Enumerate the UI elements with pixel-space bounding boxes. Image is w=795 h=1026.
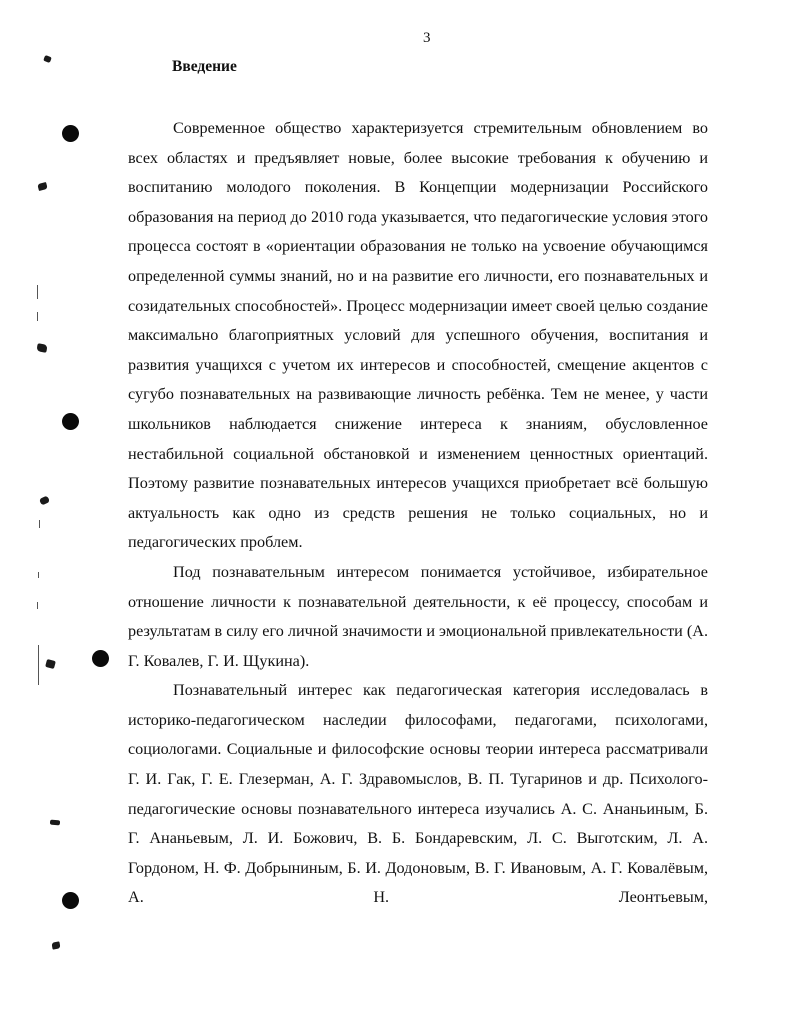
- paragraph-research: Познавательный интерес как педагогическая категория исследовалась в историко-педагогическом наследии философами, педагогами, психологами, социологами. Социальные и философские основы теории интереса рассматривали Г. И. Гак, Г. Е. Глезерман, А. Г. Здравомыслов, В. П. Тугаринов и др. Психолого-педагогические основы познавательного интереса изучались А. С. Ананьиным, Б. Г. Ананьевым, Л. И. Божович, В. Б. Бондаревским, Л. С. Выготским, Л. А. Гордоном, Н. Ф. Добрыниным, Б. И. Додоновым, В. Г. Ивановым, А. Г. Ковалёвым, А. Н. Леонтьевым,: [128, 681, 708, 907]
- scan-mark: [38, 645, 39, 685]
- page-number: 3: [423, 30, 431, 46]
- scan-mark: [39, 520, 40, 528]
- punch-hole: [92, 650, 109, 667]
- scan-mark: [37, 602, 38, 609]
- punch-hole: [62, 125, 79, 142]
- paragraph-definition: Под познавательным интересом понимается устойчивое, избирательное отношение личности к познавательной деятельности, к её процессу, способам и результатам в силу его личной значимости и эмоциональной привлекательности (А. Г. Ковалев, Г. И. Щукина).: [128, 562, 708, 670]
- punch-hole: [62, 892, 79, 909]
- scan-speck: [37, 182, 48, 191]
- scan-speck: [50, 820, 60, 826]
- scan-speck: [43, 55, 52, 63]
- scan-speck: [51, 941, 60, 949]
- scan-speck: [36, 343, 47, 353]
- punch-hole: [62, 413, 79, 430]
- scan-mark: [37, 312, 38, 321]
- section-heading: Введение: [172, 58, 237, 75]
- scan-mark: [37, 285, 38, 299]
- paragraph-intro: Современное общество характеризуется стремительным обновлением во всех областях и предъявляет новые, более высокие требования к обучению и воспитанию молодого поколения. В Концепции модернизации Российского образования на период до 2010 года указывается, что педагогические условия этого процесса состоят в «ориентации образования не только на усвоение обучающимся определенной суммы знаний, но и на развитие его личности, его познавательных и созидательных способностей». Процесс модернизации имеет своей целью создание максимально благоприятных условий для успешного обучения, воспитания и развития учащихся с учетом их интересов и способностей, смещение акцентов с сугубо познавательных на развивающие личность ребёнка. Тем не менее, у части школьников наблюдается снижение интереса к знаниям, обусловленное нестабильной социальной обстановкой и изменением ценностных ориентаций. Поэтому развитие познавательных интересов учащихся приобретает всё большую актуальность как одно из средств решения не только социальных, но и педагогических проблем.: [128, 119, 708, 552]
- body-text: [128, 114, 708, 913]
- scan-mark: [38, 572, 39, 578]
- scan-speck: [45, 659, 56, 669]
- scan-speck: [39, 495, 50, 505]
